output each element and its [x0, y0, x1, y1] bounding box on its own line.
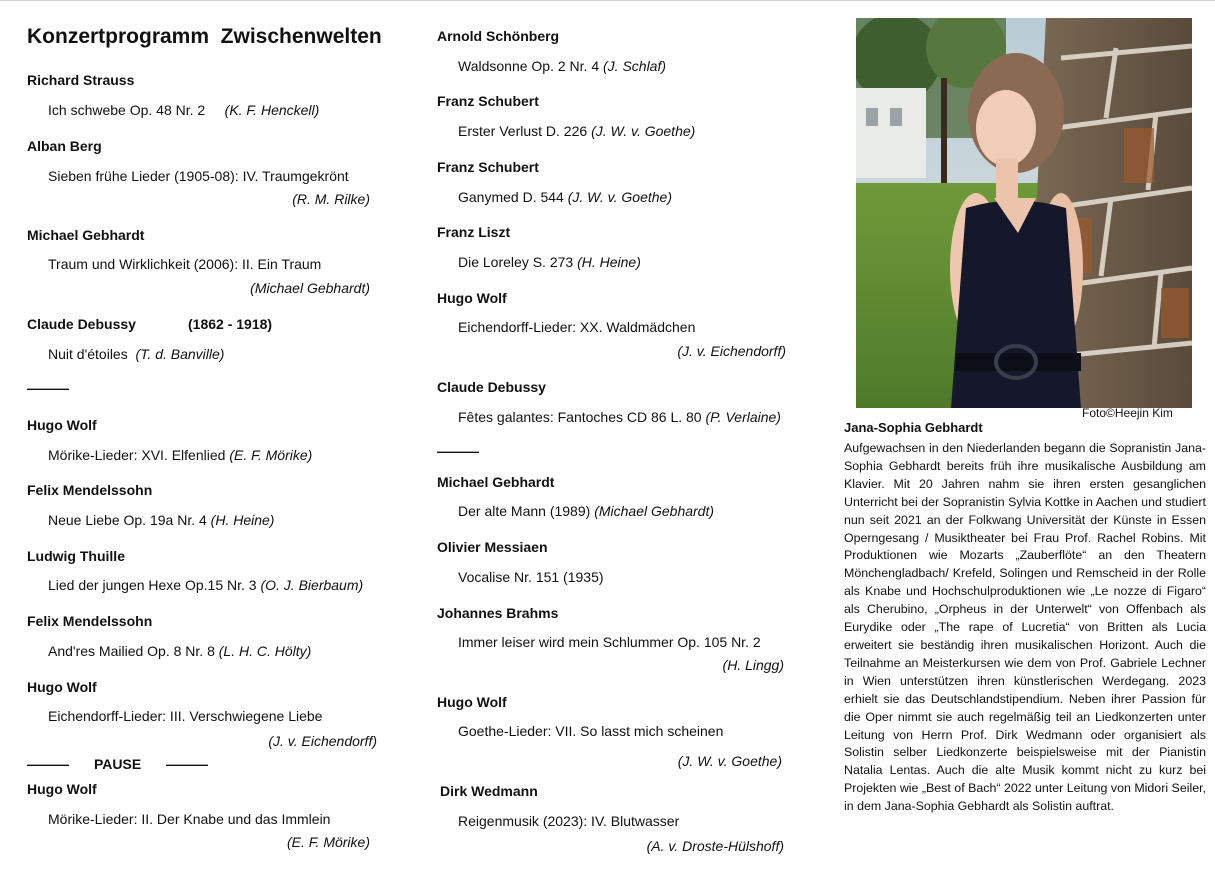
- top-rule: [0, 0, 1215, 1]
- poet-name: (Michael Gebhardt): [594, 503, 715, 519]
- bio-text: Aufgewachsen in den Niederlanden begann die Sopranistin Jana-Sophia Gebhardt bereits früh ihre musikalische Ausbildung am Klavier. Mit 20 Jahren nahm sie ihren ersten gesanglichen Unterricht bei der Sopranistin Sylvia Kottke in Aachen und studiert nun seit 2021 an der Folkwang Universität der Künste in Essen Operngesang / Musiktheater bei Frau Prof. Rachel Robins. Mit Produktionen wie Mozarts „Zauberflöte“ an den Theatern Mönchengladbach/ Krefeld, Solingen und Remscheid in der Rolle als Knabe und Hochschulproduktionen wie „Le nozze di Figaro“ als Cherubino, „Orpheus in der Unterwelt“ von Offenbach als Eurydike oder „The rape of Lucretia“ von Britten als Lucia erweitert sie beständig ihren musikalischen Horizont. Auch die Teilnahme an Meisterkursen wie dem von Prof. Gabriele Lechner in Wien unterstützen ihren künstlerischen Werdegang. 2023 erhielt sie das Deutschlandstipendium. Neben ihrer Passion für die Oper nimmt sie auch regelmäßig teil an Liedkonzerten unter Leitung von Herrn Prof. Dirk Wedmann oder organisiert als Solistin selber Liedkonzerte beispielsweise mit der Pianistin Natalia Lentas. Auch die alte Musik kommt nicht zu kurz bei Projekten wie „Best of Bach“ 2022 unter Leitung von Midori Seiler, in dem Jana-Sophia Gebhardt als Solistin auftrat.: [844, 441, 1206, 814]
- portrait-photo: [856, 18, 1192, 408]
- composer-name: Michael Gebhardt: [27, 227, 145, 243]
- work-title: Reigenmusik (2023): IV. Blutwasser: [458, 813, 680, 829]
- bio-heading: Jana-Sophia Gebhardt: [844, 420, 983, 435]
- poet-name: (E. F. Mörike): [229, 447, 313, 463]
- pause-separator-left: ———: [27, 756, 69, 772]
- poet-name: (J. W. v. Goethe): [677, 753, 782, 769]
- section-separator: ———: [437, 443, 479, 459]
- work-title: Neue Liebe Op. 19a Nr. 4 (H. Heine): [48, 512, 275, 528]
- composer-name: Claude Debussy: [437, 379, 546, 395]
- composer-name: Johannes Brahms: [437, 605, 559, 621]
- poet-name: (K. F. Henckell): [224, 102, 320, 118]
- composer-name: Franz Schubert: [437, 93, 539, 109]
- pause-label: PAUSE: [94, 756, 142, 772]
- work-title: Waldsonne Op. 2 Nr. 4 (J. Schlaf): [458, 58, 667, 74]
- work-title: Ganymed D. 544 (J. W. v. Goethe): [458, 189, 672, 205]
- work-title: Fêtes galantes: Fantoches CD 86 L. 80 (P. Verlaine): [458, 409, 781, 425]
- work-title: Traum und Wirklichkeit (2006): II. Ein Traum: [48, 256, 322, 272]
- composer-name: Olivier Messiaen: [437, 539, 548, 555]
- poet-name: (J. W. v. Goethe): [591, 123, 696, 139]
- work-title: Sieben frühe Lieder (1905-08): IV. Traumgekrönt: [48, 168, 349, 184]
- work-title: Lied der jungen Hexe Op.15 Nr. 3 (O. J. Bierbaum): [48, 577, 364, 593]
- poet-name: (J. v. Eichendorff): [677, 343, 786, 359]
- poet-name: (Michael Gebhardt): [250, 280, 370, 296]
- section-separator: ———: [27, 380, 69, 396]
- work-title: Mörike-Lieder: XVI. Elfenlied (E. F. Mörike): [48, 447, 313, 463]
- work-title: Nuit d'étoiles (T. d. Banville): [48, 346, 225, 362]
- work-title: Eichendorff-Lieder: III. Verschwiegene Liebe: [48, 708, 323, 724]
- composer-name: Hugo Wolf: [437, 290, 507, 306]
- poet-name: (J. v. Eichendorff): [268, 733, 377, 749]
- work-title: Eichendorff-Lieder: XX. Waldmädchen: [458, 319, 696, 335]
- composer-name: Felix Mendelssohn: [27, 482, 153, 498]
- work-title: Mörike-Lieder: II. Der Knabe und das Immlein: [48, 811, 331, 827]
- composer-name: Claude Debussy: [27, 316, 136, 332]
- poet-name: (A. v. Droste-Hülshoff): [646, 838, 784, 854]
- composer-name: Richard Strauss: [27, 72, 135, 88]
- work-title: Der alte Mann (1989) (Michael Gebhardt): [458, 503, 715, 519]
- work-title: Ich schwebe Op. 48 Nr. 2 (K. F. Henckell): [48, 102, 320, 118]
- poet-name: (H. Heine): [577, 254, 641, 270]
- poet-name: (H. Lingg): [722, 657, 784, 673]
- poet-name: (T. d. Banville): [135, 346, 225, 362]
- program-title: Konzertprogramm Zwischenwelten: [27, 25, 382, 48]
- composer-name: Michael Gebhardt: [437, 474, 555, 490]
- photo-credit: Foto©Heejin Kim: [1082, 406, 1173, 420]
- composer-name: Arnold Schönberg: [437, 28, 560, 44]
- work-title: Immer leiser wird mein Schlummer Op. 105 Nr. 2: [458, 634, 761, 650]
- work-title: Goethe-Lieder: VII. So lasst mich scheinen: [458, 723, 724, 739]
- work-title: Vocalise Nr. 151 (1935): [458, 569, 604, 585]
- poet-name: (J. Schlaf): [603, 58, 667, 74]
- pause-separator-right: ———: [166, 756, 208, 772]
- poet-name: (E. F. Mörike): [287, 834, 370, 850]
- composer-dates: (1862 - 1918): [188, 316, 273, 332]
- composer-name: Felix Mendelssohn: [27, 613, 153, 629]
- work-title: And'res Mailied Op. 8 Nr. 8 (L. H. C. Hölty): [48, 643, 312, 659]
- poet-name: (L. H. C. Hölty): [218, 643, 312, 659]
- composer-name: Hugo Wolf: [437, 694, 507, 710]
- poet-name: (H. Heine): [210, 512, 275, 528]
- composer-name: Alban Berg: [27, 138, 102, 154]
- poet-name: (P. Verlaine): [705, 409, 781, 425]
- poet-name: (J. W. v. Goethe): [567, 189, 672, 205]
- composer-name: Franz Liszt: [437, 224, 511, 240]
- composer-name: Hugo Wolf: [27, 781, 97, 797]
- composer-name: Ludwig Thuille: [27, 548, 125, 564]
- composer-name: Franz Schubert: [437, 159, 539, 175]
- composer-name: Hugo Wolf: [27, 417, 97, 433]
- composer-name: Hugo Wolf: [27, 679, 97, 695]
- composer-name: Dirk Wedmann: [440, 783, 538, 799]
- poet-name: (O. J. Bierbaum): [260, 577, 364, 593]
- poet-name: (R. M. Rilke): [292, 191, 370, 207]
- work-title: Die Loreley S. 273 (H. Heine): [458, 254, 641, 270]
- work-title: Erster Verlust D. 226 (J. W. v. Goethe): [458, 123, 696, 139]
